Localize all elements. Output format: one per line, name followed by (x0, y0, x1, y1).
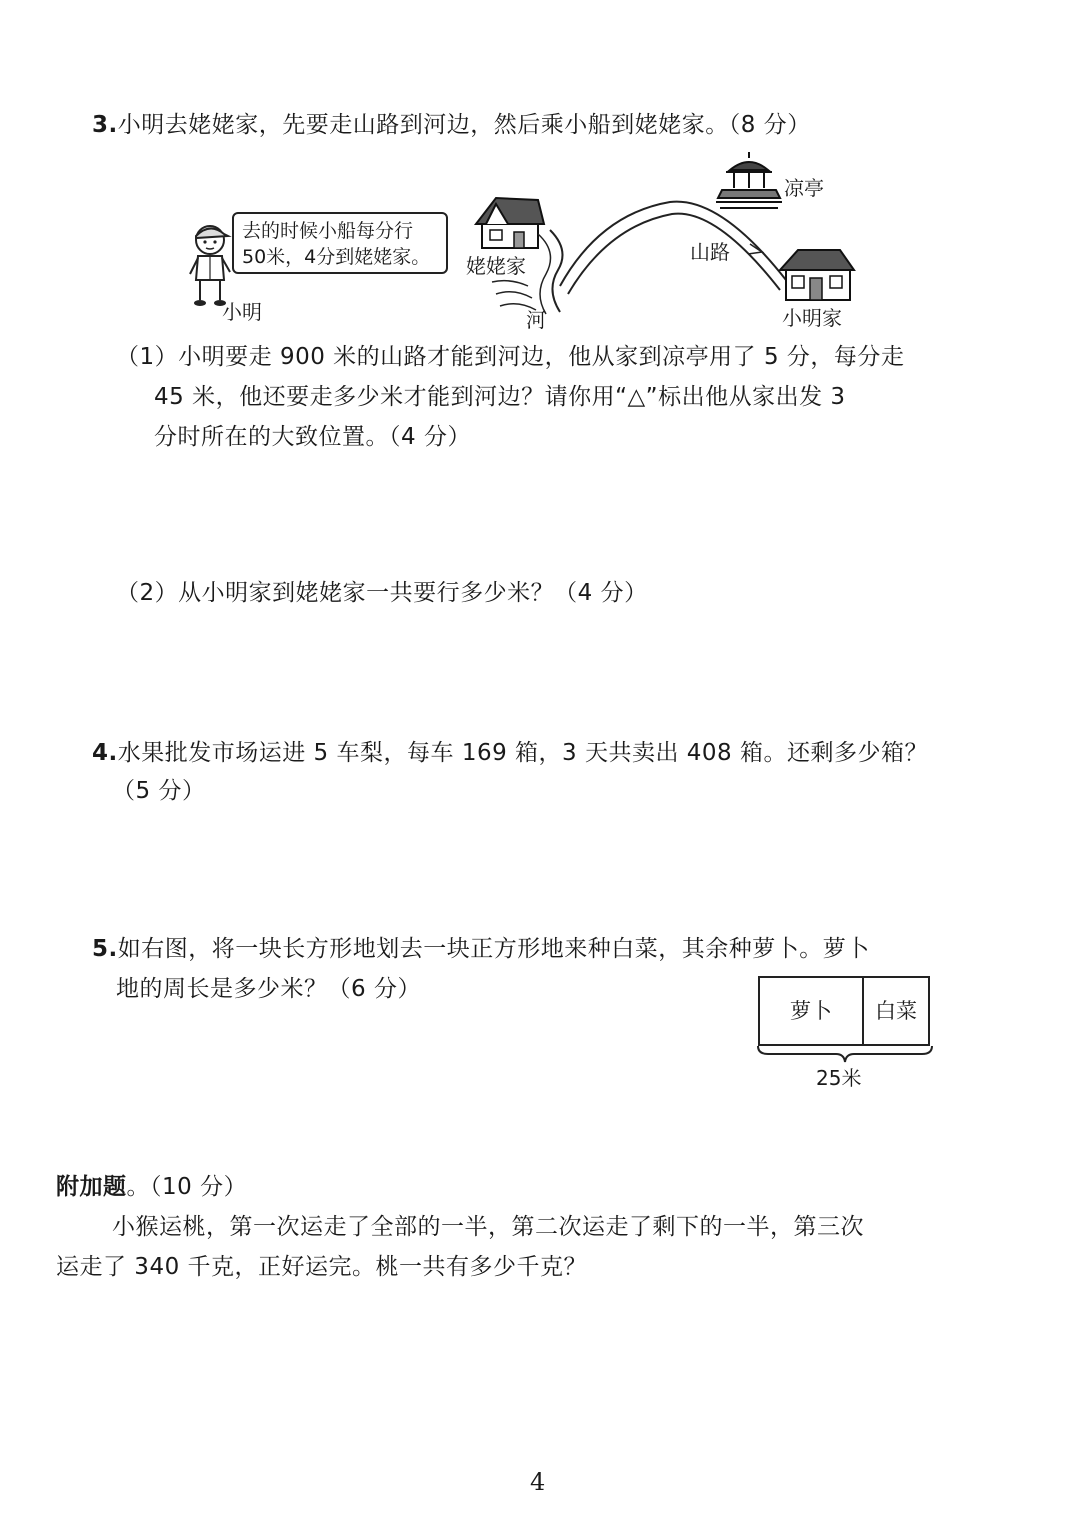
q4-number: 4. (92, 740, 118, 766)
q3-sub1-line-3: 分时所在的大致位置。（4 分） (154, 424, 471, 450)
q3-stem (92, 110, 811, 140)
bonus-line-1: 小猴运桃，第一次运走了全部的一半，第二次运走了剩下的一半，第三次 (112, 1214, 864, 1240)
boy-label: 小明 (222, 300, 262, 324)
field-rectangle (758, 976, 930, 1046)
bonus-line-2: 运走了 340 千克，正好运完。桃一共有多少千克？ (56, 1254, 588, 1280)
bonus-title: 附加题 (56, 1174, 127, 1200)
bonus-title-line (56, 1172, 247, 1202)
mountain-road-label: 山路 (690, 240, 730, 264)
q4-line-2: （5 分） (112, 778, 206, 804)
bonus-score: 。（10 分） (126, 1174, 248, 1200)
q5-number: 5. (92, 936, 118, 962)
q5-line-1-text: 如右图，将一块长方形地划去一块正方形地来种白菜，其余种萝卜。萝卜 (117, 936, 870, 962)
q4-line-1 (92, 738, 928, 768)
q5-line-1 (92, 934, 870, 964)
bubble-line-1: 去的时候小船每分行 (242, 220, 414, 242)
pavilion-icon (716, 150, 782, 212)
length-label: 25米 (816, 1066, 862, 1090)
q3-sub1-line-2: 45 米，他还要走多少米才能到河边？请你用“△”标出他从家出发 3 (154, 384, 846, 410)
page-number: 4 (530, 1468, 546, 1496)
river-label: 河 (526, 308, 546, 332)
radish-area-label: 萝卜 (790, 999, 832, 1023)
length-brace (756, 1044, 934, 1066)
xiaoming-home-label: 小明家 (782, 306, 842, 330)
q5-line-2: 地的周长是多少米？（6 分） (116, 976, 421, 1002)
q3-stem-text: 小明去姥姥家，先要走山路到河边，然后乘小船到姥姥家。（8 分） (117, 112, 811, 138)
bubble-line-2: 50米，4分到姥姥家。 (242, 246, 431, 268)
q4-line-1-text: 水果批发市场运进 5 车梨，每车 169 箱，3 天共卖出 408 箱。还剩多少箱？ (117, 740, 928, 766)
q3-sub1-line-1: （1）小明要走 900 米的山路才能到河边，他从家到凉亭用了 5 分，每分走 (116, 344, 905, 370)
speech-bubble (232, 212, 448, 274)
boy-illustration (186, 222, 236, 310)
cabbage-area-label: 白菜 (875, 999, 917, 1023)
grandma-home-label: 姥姥家 (466, 254, 526, 278)
q3-number: 3. (92, 112, 118, 138)
q3-sub2: （2）从小明家到姥姥家一共要行多少米？（4 分） (116, 580, 648, 606)
xiaoming-house-icon (778, 246, 856, 304)
pavilion-label: 凉亭 (784, 176, 824, 200)
